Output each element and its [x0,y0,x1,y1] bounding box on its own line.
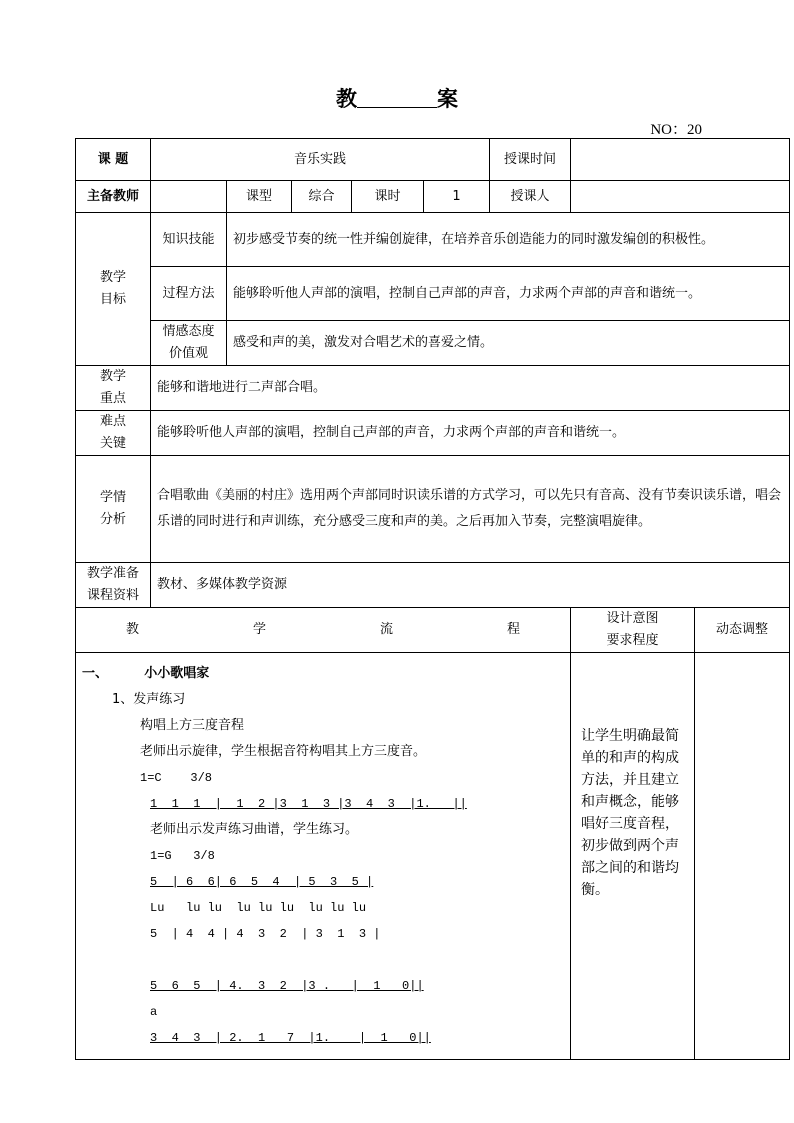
time-value[interactable] [571,139,790,181]
flow-score-3: 5 | 4 4 | 4 3 2 | 3 1 3 | [150,927,381,941]
design-note: 让学生明确最简单的和声的构成方法，并且建立和声概念，能够唱好三度音程，初步做到两个声部之间的和谐均衡。 [571,653,695,1060]
emotion-text: 感受和声的美，激发对合唱艺术的喜爱之情。 [227,321,790,366]
difficulty-label-line2: 关键 [99,436,126,451]
focus-label-line1: 教学 [99,369,126,384]
lesson-plan-table [75,138,790,1060]
resources-label-line1: 教学准备 [86,566,139,581]
flow-sub-3: 老师出示发声练习曲谱，学生练习。 [150,822,359,837]
teacher-value[interactable] [151,181,227,213]
analysis-label-line2: 分析 [99,512,126,527]
flow-content [76,653,571,1060]
type-label: 课型 [227,181,292,213]
difficulty-label-line1: 难点 [99,414,126,429]
flow-header-char-3: 流 [380,622,394,637]
emotion-label-line1: 情感态度 [162,324,215,339]
title-right-char: 案 [437,86,458,111]
knowledge-text: 初步感受节奏的统一性并编创旋律，在培养音乐创造能力的同时激发编创的积极性。 [227,213,790,267]
goals-label-line2: 目标 [99,292,126,307]
section-title: 小小歌唱家 [144,666,210,681]
document-title [0,83,794,113]
emotion-label-line2: 价值观 [168,346,208,361]
design-header [571,608,695,653]
emotion-label [151,321,227,366]
flow-lyrics: Lu lu lu lu lu lu lu lu lu [150,901,367,915]
focus-label [76,366,151,411]
flow-score-4: 5 6 5 | 4. 3 2 |3 . | 1 0|| [150,979,424,993]
analysis-text: 合唱歌曲《美丽的村庄》选用两个声部同时识读乐谱的方式学习，可以先只有音高、没有节奏识读乐谱，唱会乐谱的同时进行和声训练，充分感受三度和声的美。之后再加入节奏，完整演唱旋律。 [151,456,790,563]
document-number: NO：20 [650,122,702,138]
flow-score-2: 5 | 6 6| 6 5 4 | 5 3 5 | [150,875,374,889]
knowledge-label: 知识技能 [151,213,227,267]
resources-text: 教材、多媒体教学资源 [151,563,790,608]
process-label: 过程方法 [151,267,227,321]
time-label: 授课时间 [490,139,571,181]
design-header-line2: 要求程度 [606,633,659,648]
resources-label-line2: 课程资料 [86,588,139,603]
lecturer-label: 授课人 [490,181,571,213]
flow-key-2: 1=G 3/8 [150,849,215,863]
goals-label [76,213,151,366]
resources-label [76,563,151,608]
flow-section-heading [82,661,564,687]
process-text: 能够聆听他人声部的演唱，控制自己声部的声音，力求两个声部的声音和谐统一。 [227,267,790,321]
adjust-header: 动态调整 [695,608,790,653]
flow-sub-1: 构唱上方三度音程 [140,718,245,733]
focus-text: 能够和谐地进行二声部合唱。 [151,366,790,411]
flow-score-1: 1 1 1 | 1 2 |3 1 3 |3 4 3 |1. || [150,797,467,811]
flow-header-char-1: 教 [126,622,140,637]
topic-value: 音乐实践 [151,139,490,181]
analysis-label-line1: 学情 [99,490,126,505]
flow-item-1: 1、发声练习 [112,692,186,707]
flow-key-1: 1=C 3/8 [140,771,213,785]
design-header-line1: 设计意图 [606,611,659,626]
goals-label-line1: 教学 [99,270,126,285]
difficulty-label [76,411,151,456]
flow-header-char-2: 学 [253,622,267,637]
type-value: 综合 [292,181,352,213]
hours-label: 课时 [352,181,424,213]
focus-label-line2: 重点 [99,391,126,406]
topic-label: 课 题 [76,139,151,181]
teacher-label: 主备教师 [76,181,151,213]
lecturer-value[interactable] [571,181,790,213]
adjust-cell[interactable] [695,653,790,1060]
difficulty-text: 能够聆听他人声部的演唱，控制自己声部的声音，力求两个声部的声音和谐统一。 [151,411,790,456]
section-number: 一、 [82,666,109,681]
analysis-label [76,456,151,563]
flow-process-header [76,608,571,653]
title-left-char: 教 [336,86,357,111]
flow-sub-2: 老师出示旋律，学生根据音符构唱其上方三度音。 [140,744,427,759]
flow-header-char-4: 程 [507,622,521,637]
title-underline-gap [357,93,437,108]
flow-lyric-a: a [150,1005,158,1019]
hours-value: 1 [424,181,490,213]
flow-score-5: 3 4 3 | 2. 1 7 |1. | 1 0|| [150,1031,431,1045]
